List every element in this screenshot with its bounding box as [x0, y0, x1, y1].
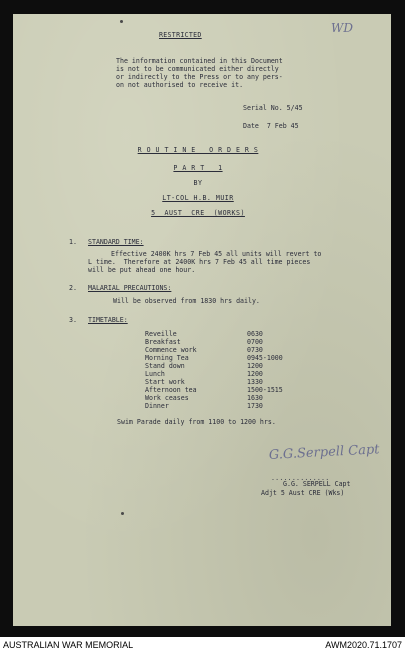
- timetable-row: [145, 386, 345, 394]
- timetable-row: [145, 330, 345, 338]
- section-number: 2.: [69, 284, 77, 292]
- signatory-name: G.G. SERPELL Capt: [283, 480, 351, 488]
- timetable-event: Morning Tea: [145, 354, 189, 362]
- archive-footer: [0, 637, 405, 653]
- author-name: LT-COL H.B. MUIR: [162, 194, 234, 202]
- timetable-time: 0945-1000: [247, 354, 283, 362]
- section-text: L time. Therefore at 2400K hrs 7 Feb 45 all time pieces: [88, 258, 311, 266]
- timetable-row: [145, 354, 345, 362]
- timetable-row: [145, 338, 345, 346]
- timetable-row: [145, 370, 345, 378]
- section-text: Will be observed from 1830 hrs daily.: [113, 297, 260, 305]
- timetable-event: Reveille: [145, 330, 177, 338]
- notice-line: or indirectly to the Press or to any pers-: [116, 73, 283, 81]
- timetable-time: 1730: [247, 402, 263, 410]
- timetable-row: [145, 362, 345, 370]
- timetable-time: 1330: [247, 378, 263, 386]
- unit-name: 5 AUST CRE (WORKS): [151, 209, 245, 217]
- timetable-row: [145, 402, 345, 410]
- timetable-event: Breakfast: [145, 338, 181, 346]
- timetable-time: 1200: [247, 362, 263, 370]
- archive-name: AUSTRALIAN WAR MEMORIAL: [3, 640, 134, 650]
- timetable-event: Work ceases: [145, 394, 189, 402]
- timetable-event: Start work: [145, 378, 185, 386]
- timetable-event: Commence work: [145, 346, 197, 354]
- hole-punch-mark: [120, 20, 123, 23]
- by-line: BY: [193, 179, 203, 187]
- document-page: [13, 14, 391, 626]
- section-number: 1.: [69, 238, 77, 246]
- swim-parade-note: Swim Parade daily from 1100 to 1200 hrs.: [117, 418, 276, 426]
- section-heading: TIMETABLE:: [88, 316, 128, 324]
- hole-punch-mark: [121, 512, 124, 515]
- archive-reference: AWM2020.71.1707: [325, 640, 402, 650]
- classification-label: RESTRICTED: [159, 31, 202, 39]
- signature: G.G.Serpell Capt: [268, 442, 380, 463]
- timetable-time: 0630: [247, 330, 263, 338]
- section-number: 3.: [69, 316, 77, 324]
- handwritten-mark: WD: [331, 21, 353, 35]
- section-heading: MALARIAL PRECAUTIONS:: [88, 284, 172, 292]
- serial-number: Serial No. 5/45: [243, 104, 303, 112]
- section-text: will be put ahead one hour.: [88, 266, 196, 274]
- timetable-row: [145, 394, 345, 402]
- timetable-time: 0700: [247, 338, 263, 346]
- timetable-time: 0730: [247, 346, 263, 354]
- document-title: R O U T I N E O R D E R S: [137, 146, 259, 154]
- timetable-time: 1200: [247, 370, 263, 378]
- signature-underline: ..............: [271, 474, 330, 482]
- signatory-role: Adjt 5 Aust CRE (Wks): [261, 489, 345, 497]
- timetable-time: 1500-1515: [247, 386, 283, 394]
- notice-line: is not to be communicated either directly: [116, 65, 279, 73]
- notice-line: The information contained in this Document: [116, 57, 283, 65]
- timetable-event: Dinner: [145, 402, 169, 410]
- timetable-event: Afternoon tea: [145, 386, 197, 394]
- section-heading: STANDARD TIME:: [88, 238, 144, 246]
- notice-line: on not authorised to receive it.: [116, 81, 244, 89]
- timetable-row: [145, 378, 345, 386]
- document-date: Date 7 Feb 45: [243, 122, 299, 130]
- timetable-event: Lunch: [145, 370, 165, 378]
- timetable-event: Stand down: [145, 362, 185, 370]
- document-part: P A R T 1: [173, 164, 223, 172]
- section-text: Effective 2400K hrs 7 Feb 45 all units will revert to: [111, 250, 322, 258]
- timetable-time: 1630: [247, 394, 263, 402]
- timetable-row: [145, 346, 345, 354]
